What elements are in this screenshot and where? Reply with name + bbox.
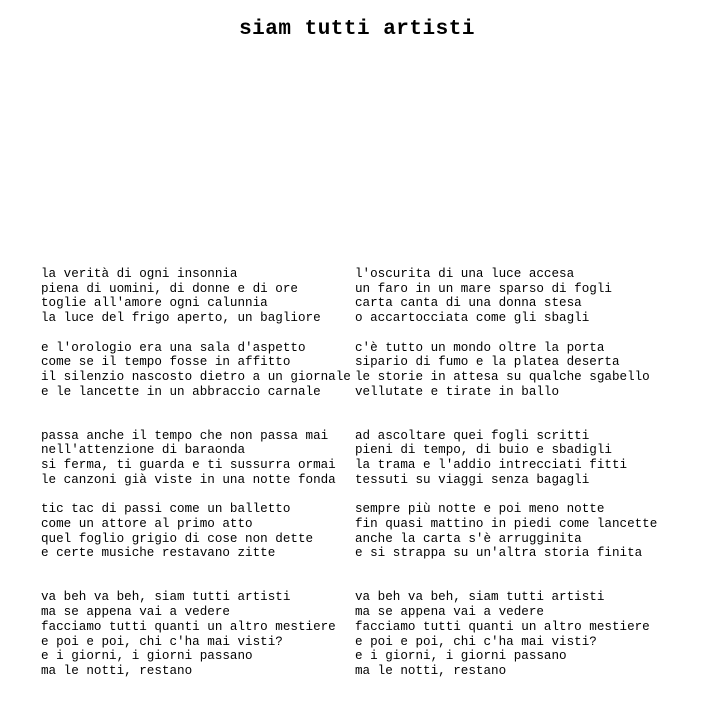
stanza-right-2: [355, 341, 657, 400]
stanza-right-1: [355, 267, 657, 326]
verse-line: o accartocciata come gli sbagli: [355, 311, 590, 326]
verse-line: un faro in un mare sparso di fogli: [355, 281, 612, 296]
verse-line: e certe musiche restavano zitte: [41, 546, 276, 561]
verse-line: anche la carta s'è arrugginita: [355, 531, 582, 546]
verse-line: ma le notti, restano: [41, 663, 193, 678]
verse-line: e poi e poi, chi c'ha mai visti?: [41, 634, 283, 649]
left-column: [41, 267, 351, 679]
stanza-left-chorus: [41, 590, 351, 678]
verse-line: come un attore al primo atto: [41, 516, 253, 531]
verse-line: la trama e l'addio intrecciati fitti: [355, 458, 628, 473]
verse-line: tic tac di passi come un balletto: [41, 502, 291, 517]
verse-line: e le lancette in un abbraccio carnale: [41, 384, 321, 399]
verse-line: sempre più notte e poi meno notte: [355, 502, 605, 517]
verse-line: come se il tempo fosse in affitto: [41, 355, 291, 370]
stanza-right-4: [355, 502, 657, 561]
verse-line: si ferma, ti guarda e ti sussurra ormai: [41, 458, 336, 473]
verse-line: quel foglio grigio di cose non dette: [41, 531, 314, 546]
stanza-right-3: [355, 429, 657, 488]
verse-line: facciamo tutti quanti un altro mestiere: [355, 619, 650, 634]
verse-line: ma le notti, restano: [355, 663, 507, 678]
verse-line: sipario di fumo e la platea deserta: [355, 355, 620, 370]
verse-line: tessuti su viaggi senza bagagli: [355, 472, 590, 487]
stanza-left-3: [41, 429, 351, 488]
verse-line: e l'orologio era una sala d'aspetto: [41, 340, 306, 355]
verse-line: e si strappa su un'altra storia finita: [355, 546, 643, 561]
verse-line: l'oscurita di una luce accesa: [355, 267, 575, 281]
document-title: siam tutti artisti: [239, 18, 475, 41]
verse-line: e i giorni, i giorni passano: [355, 649, 567, 664]
verse-line: ma se appena vai a vedere: [41, 605, 230, 620]
verse-line: e i giorni, i giorni passano: [41, 649, 253, 664]
verse-line: passa anche il tempo che non passa mai: [41, 428, 329, 443]
verse-line: e poi e poi, chi c'ha mai visti?: [355, 634, 597, 649]
stanza-left-2: [41, 341, 351, 400]
stanza-left-1: [41, 267, 351, 326]
verse-line: fin quasi mattino in piedi come lancette: [355, 516, 658, 531]
verse-line: ma se appena vai a vedere: [355, 605, 544, 620]
verse-line: nell'attenzione di baraonda: [41, 443, 246, 458]
verse-line: va beh va beh, siam tutti artisti: [355, 590, 605, 605]
verse-line: ad ascoltare quei fogli scritti: [355, 428, 590, 443]
verse-line: la verità di ogni insonnia: [41, 267, 238, 281]
right-column: [355, 267, 657, 679]
verse-line: facciamo tutti quanti un altro mestiere: [41, 619, 336, 634]
verse-line: le storie in attesa su qualche sgabello: [355, 369, 650, 384]
verse-line: il silenzio nascosto dietro a un giornale: [41, 369, 351, 384]
verse-line: vellutate e tirate in ballo: [355, 384, 560, 399]
verse-line: le canzoni già viste in una notte fonda: [41, 472, 336, 487]
verse-line: c'è tutto un mondo oltre la porta: [355, 340, 605, 355]
verse-line: carta canta di una donna stesa: [355, 296, 582, 311]
stanza-left-4: [41, 502, 351, 561]
verse-line: toglie all'amore ogni calunnia: [41, 296, 268, 311]
stanza-right-chorus: [355, 590, 657, 678]
verse-line: la luce del frigo aperto, un bagliore: [41, 311, 321, 326]
verse-line: pieni di tempo, di buio e sbadigli: [355, 443, 612, 458]
verse-line: va beh va beh, siam tutti artisti: [41, 590, 291, 605]
verse-line: piena di uomini, di donne e di ore: [41, 281, 298, 296]
